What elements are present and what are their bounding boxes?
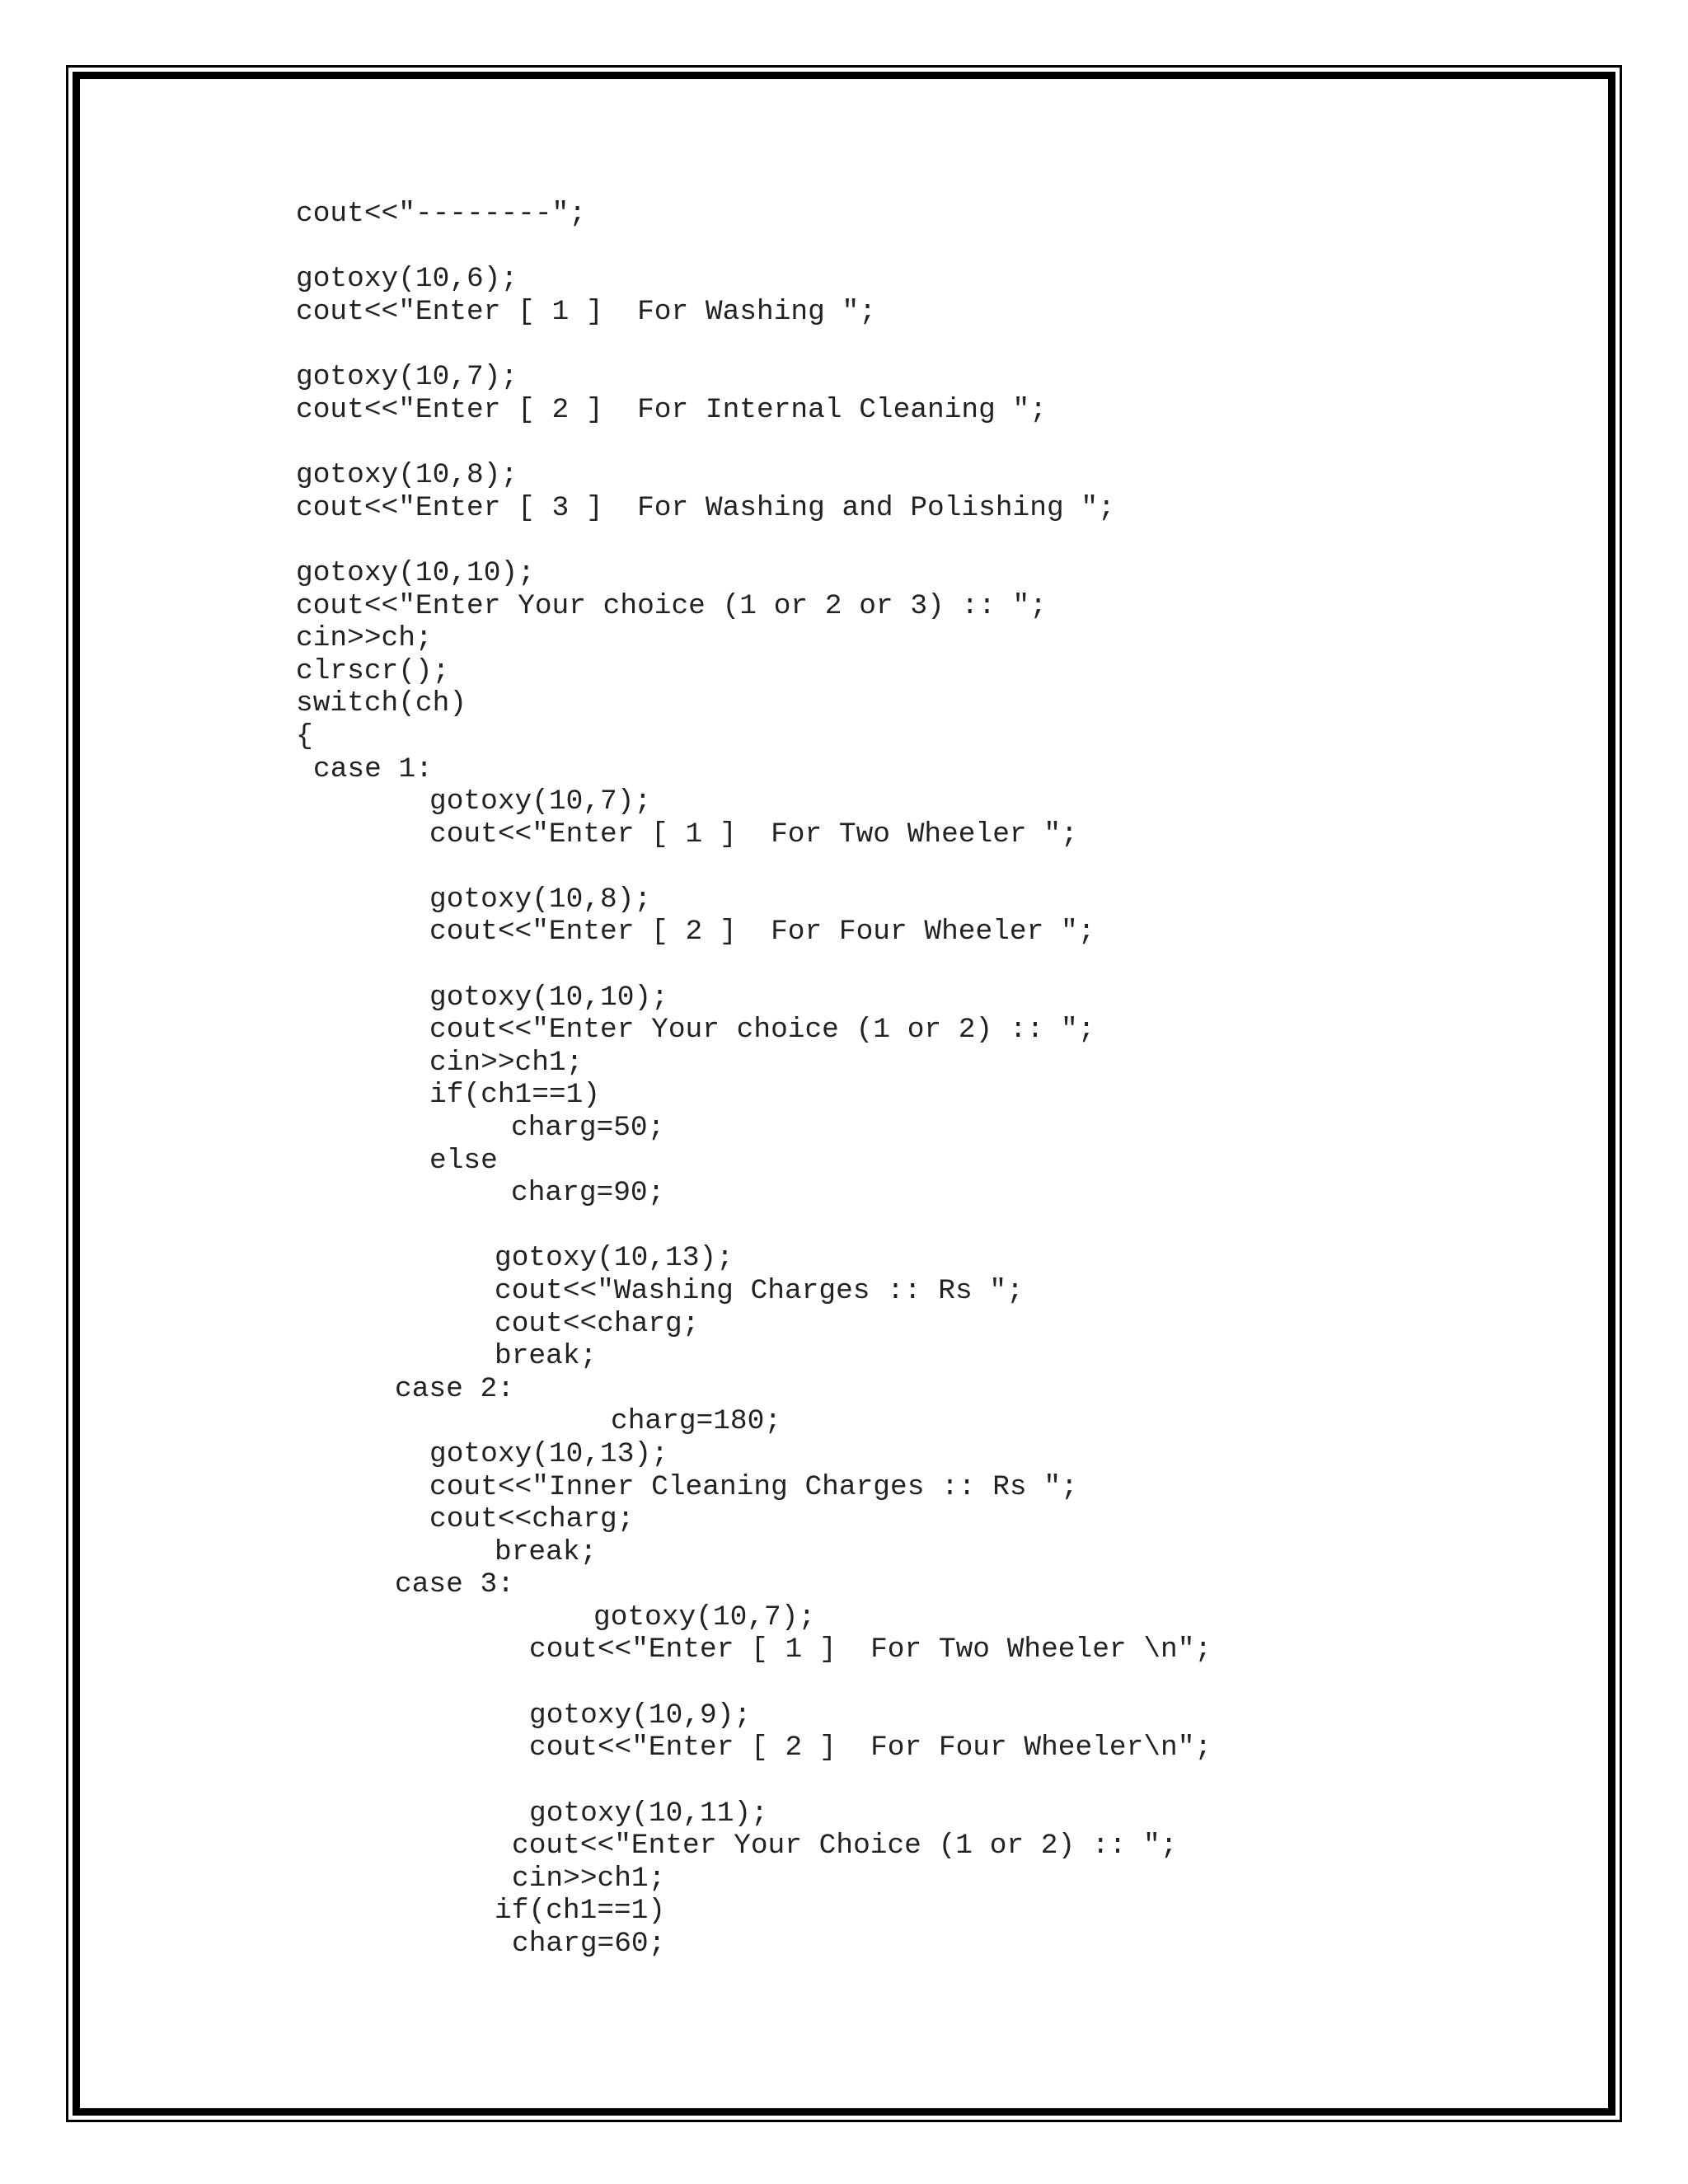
code-line: case 3:	[395, 1568, 514, 1601]
code-line: if(ch1==1)	[429, 1079, 601, 1111]
code-line: gotoxy(10,13);	[429, 1438, 668, 1470]
code-line: charg=60;	[512, 1928, 666, 1960]
code-line: cout<<"Inner Cleaning Charges :: Rs ";	[429, 1471, 1078, 1503]
code-line: cout<<"--------";	[296, 198, 586, 230]
code-line: {	[296, 720, 313, 752]
code-line: case 1:	[313, 753, 433, 785]
code-line: cout<<"Enter Your choice (1 or 2 or 3) :: ";	[296, 590, 1047, 622]
code-line: cout<<"Enter [ 2 ] For Four Wheeler\n";	[529, 1732, 1212, 1764]
code-line: cin>>ch1;	[512, 1863, 666, 1895]
code-line: gotoxy(10,7);	[429, 785, 652, 818]
code-line: cout<<"Enter [ 2 ] For Four Wheeler ";	[429, 916, 1095, 948]
code-line: cout<<"Enter [ 3 ] For Washing and Polishing ";	[296, 492, 1115, 524]
code-line: gotoxy(10,6);	[296, 263, 518, 295]
code-line: cout<<"Enter [ 1 ] For Washing ";	[296, 296, 876, 328]
code-line: switch(ch)	[296, 687, 467, 719]
code-line: gotoxy(10,10);	[296, 557, 535, 589]
code-line: gotoxy(10,8);	[296, 459, 518, 491]
code-line: cin>>ch;	[296, 622, 433, 654]
code-line: if(ch1==1)	[495, 1895, 666, 1927]
code-line: charg=90;	[511, 1177, 665, 1209]
code-line: clrscr();	[296, 655, 450, 687]
code-line: cout<<charg;	[429, 1503, 635, 1535]
code-line: gotoxy(10,9);	[529, 1699, 752, 1732]
code-line: gotoxy(10,7);	[593, 1601, 816, 1633]
code-line: break;	[495, 1340, 598, 1372]
code-line: else	[429, 1145, 498, 1177]
code-line: charg=180;	[611, 1405, 782, 1437]
code-line: cin>>ch1;	[429, 1047, 584, 1079]
code-line: cout<<"Enter Your choice (1 or 2) :: ";	[429, 1014, 1095, 1046]
code-line: cout<<"Enter [ 1 ] For Two Wheeler ";	[429, 818, 1078, 851]
code-line: cout<<"Washing Charges :: Rs ";	[495, 1275, 1024, 1307]
code-line: case 2:	[395, 1373, 514, 1405]
code-line: break;	[495, 1536, 598, 1568]
code-line: gotoxy(10,11);	[529, 1797, 768, 1830]
code-line: cout<<"Enter [ 1 ] For Two Wheeler \n";	[529, 1633, 1212, 1666]
code-line: cout<<"Enter Your Choice (1 or 2) :: ";	[512, 1830, 1178, 1862]
code-line: cout<<"Enter [ 2 ] For Internal Cleaning ";	[296, 394, 1047, 426]
code-line: charg=50;	[511, 1112, 665, 1144]
code-line: gotoxy(10,10);	[429, 982, 668, 1014]
code-line: gotoxy(10,8);	[429, 883, 652, 916]
code-line: cout<<charg;	[495, 1308, 700, 1340]
code-line: gotoxy(10,13);	[495, 1242, 734, 1274]
code-line: gotoxy(10,7);	[296, 361, 518, 393]
